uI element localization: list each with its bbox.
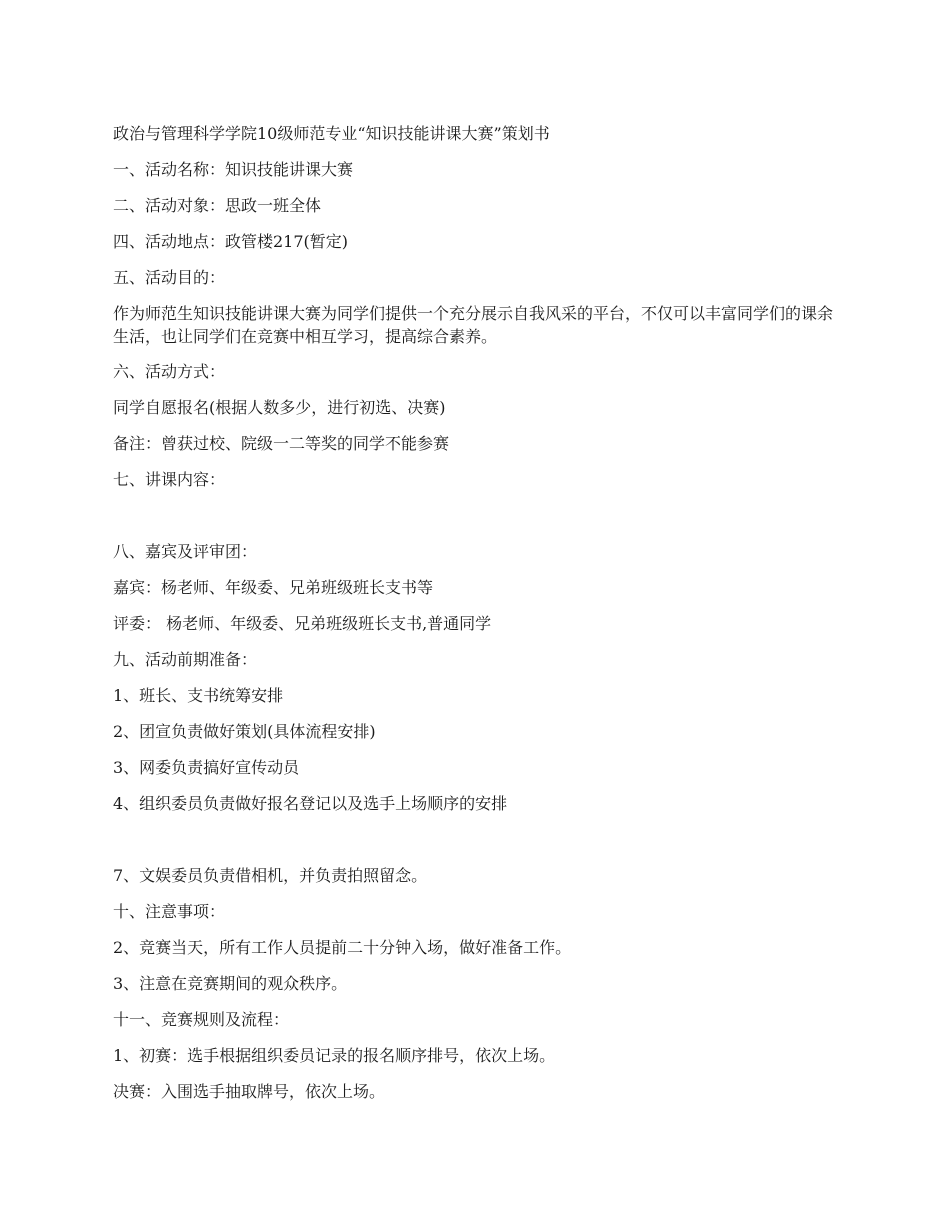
document-title: 政治与管理科学学院10级师范专业“知识技能讲课大赛”策划书	[113, 124, 550, 143]
notes-heading: 十、注意事项：	[113, 902, 226, 921]
preparation-item-7: 7、文娱委员负责借相机，并负责拍照留念。	[113, 866, 428, 885]
guests-line: 嘉宾：杨老师、年级委、兄弟班级班长支书等	[113, 578, 434, 597]
notes-item-3: 3、注意在竞赛期间的观众秩序。	[113, 974, 348, 993]
activity-purpose-heading: 五、活动目的：	[113, 268, 226, 287]
remark-line: 备注：曾获过校、院级一二等奖的同学不能参赛	[113, 434, 450, 453]
activity-method-line: 同学自愿报名(根据人数多少，进行初选、决赛)	[113, 398, 446, 417]
blank-gap	[113, 504, 843, 540]
activity-purpose-paragraph: 作为师范生知识技能讲课大赛为同学们提供一个充分展示自我风采的平台，不仅可以丰富同学们的课余生活，也让同学们在竞赛中相互学习，提高综合素养。	[113, 304, 834, 346]
activity-method-heading: 六、活动方式：	[113, 362, 226, 381]
activity-location-line: 四、活动地点：政管楼217(暂定)	[113, 232, 349, 251]
rules-heading: 十一、竞赛规则及流程：	[113, 1010, 290, 1029]
rules-final-line: 决赛：入围选手抽取牌号，依次上场。	[113, 1082, 386, 1101]
preparation-item-4: 4、组织委员负责做好报名登记以及选手上场顺序的安排	[113, 794, 508, 813]
document-body	[113, 122, 843, 1116]
activity-target-line: 二、活动对象：思政一班全体	[113, 196, 322, 215]
preparation-item-3: 3、网委负责搞好宣传动员	[113, 758, 300, 777]
lecture-content-heading: 七、讲课内容：	[113, 470, 226, 489]
preparation-item-2: 2、团宣负责做好策划(具体流程安排)	[113, 722, 376, 741]
activity-name-line: 一、活动名称：知识技能讲课大赛	[113, 160, 354, 179]
rules-preliminary-line: 1、初赛：选手根据组织委员记录的报名顺序排号，依次上场。	[113, 1046, 556, 1065]
guests-judges-heading: 八、嘉宾及评审团：	[113, 542, 258, 561]
preparation-heading: 九、活动前期准备：	[113, 650, 258, 669]
blank-gap	[113, 828, 843, 864]
judges-line: 评委： 杨老师、年级委、兄弟班级班长支书,普通同学	[113, 614, 492, 633]
preparation-item-1: 1、班长、支书统筹安排	[113, 686, 284, 705]
notes-item-2: 2、竞赛当天，所有工作人员提前二十分钟入场，做好准备工作。	[113, 938, 572, 957]
